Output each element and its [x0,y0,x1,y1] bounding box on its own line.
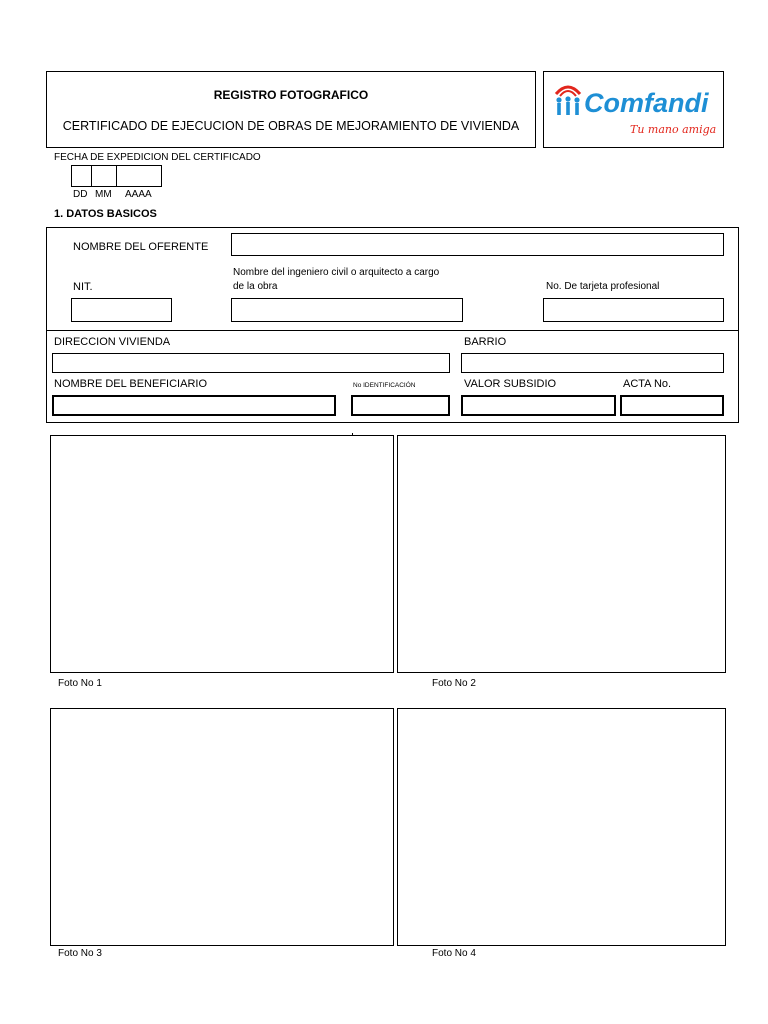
card-input[interactable] [543,298,724,322]
photo-frame-4[interactable] [397,708,726,946]
engineer-label: Nombre del ingeniero civil o arquitecto a cargo de la obra [233,267,440,292]
address-label: DIRECCION VIVIENDA [54,336,171,348]
act-label: ACTA No. [623,378,672,390]
act-input[interactable] [620,395,724,416]
photo-frame-2[interactable] [397,435,726,673]
month-label: MM [95,189,112,200]
subsidy-input[interactable] [461,395,616,416]
basic-data-box [46,227,739,423]
photo-caption-1: Foto No 1 [58,678,102,689]
family-icon [556,87,580,115]
document-subtitle: CERTIFICADO DE EJECUCION DE OBRAS DE MEJORAMIENTO DE VIVIENDA [62,119,520,133]
logo-box [543,71,724,148]
header-box [46,71,536,148]
card-label: No. De tarjeta profesional [546,281,660,292]
year-input[interactable] [116,165,162,187]
date-label: FECHA DE EXPEDICION DEL CERTIFICADO [54,152,261,163]
document-title: REGISTRO FOTOGRAFICO [213,88,369,102]
day-label: DD [73,189,88,200]
photo-caption-2: Foto No 2 [432,678,476,689]
id-label: No IDENTIFICACIÓN [353,382,416,389]
section-heading: 1. DATOS BASICOS [54,208,157,220]
address-input[interactable] [52,353,450,373]
photo-frame-1[interactable] [50,435,394,673]
offerer-label: NOMBRE DEL OFERENTE [73,241,209,253]
section-divider [46,330,739,331]
neighborhood-label: BARRIO [464,336,507,348]
engineer-input[interactable] [231,298,463,322]
subsidy-label: VALOR SUBSIDIO [464,378,557,390]
photo-caption-4: Foto No 4 [432,948,476,959]
year-label: AAAA [125,189,152,200]
brand-tagline: Tu mano amiga [630,123,717,136]
offerer-input[interactable] [231,233,724,256]
beneficiary-input[interactable] [52,395,336,416]
nit-input[interactable] [71,298,172,322]
photo-caption-3: Foto No 3 [58,948,102,959]
day-input[interactable] [71,165,92,187]
comfandi-logo [544,72,723,147]
photo-frame-3[interactable] [50,708,394,946]
beneficiary-label: NOMBRE DEL BENEFICIARIO [54,378,208,390]
id-input[interactable] [351,395,450,416]
month-input[interactable] [91,165,117,187]
neighborhood-input[interactable] [461,353,724,373]
nit-label: NIT. [73,281,93,293]
brand-name: Comfandi [584,88,709,118]
